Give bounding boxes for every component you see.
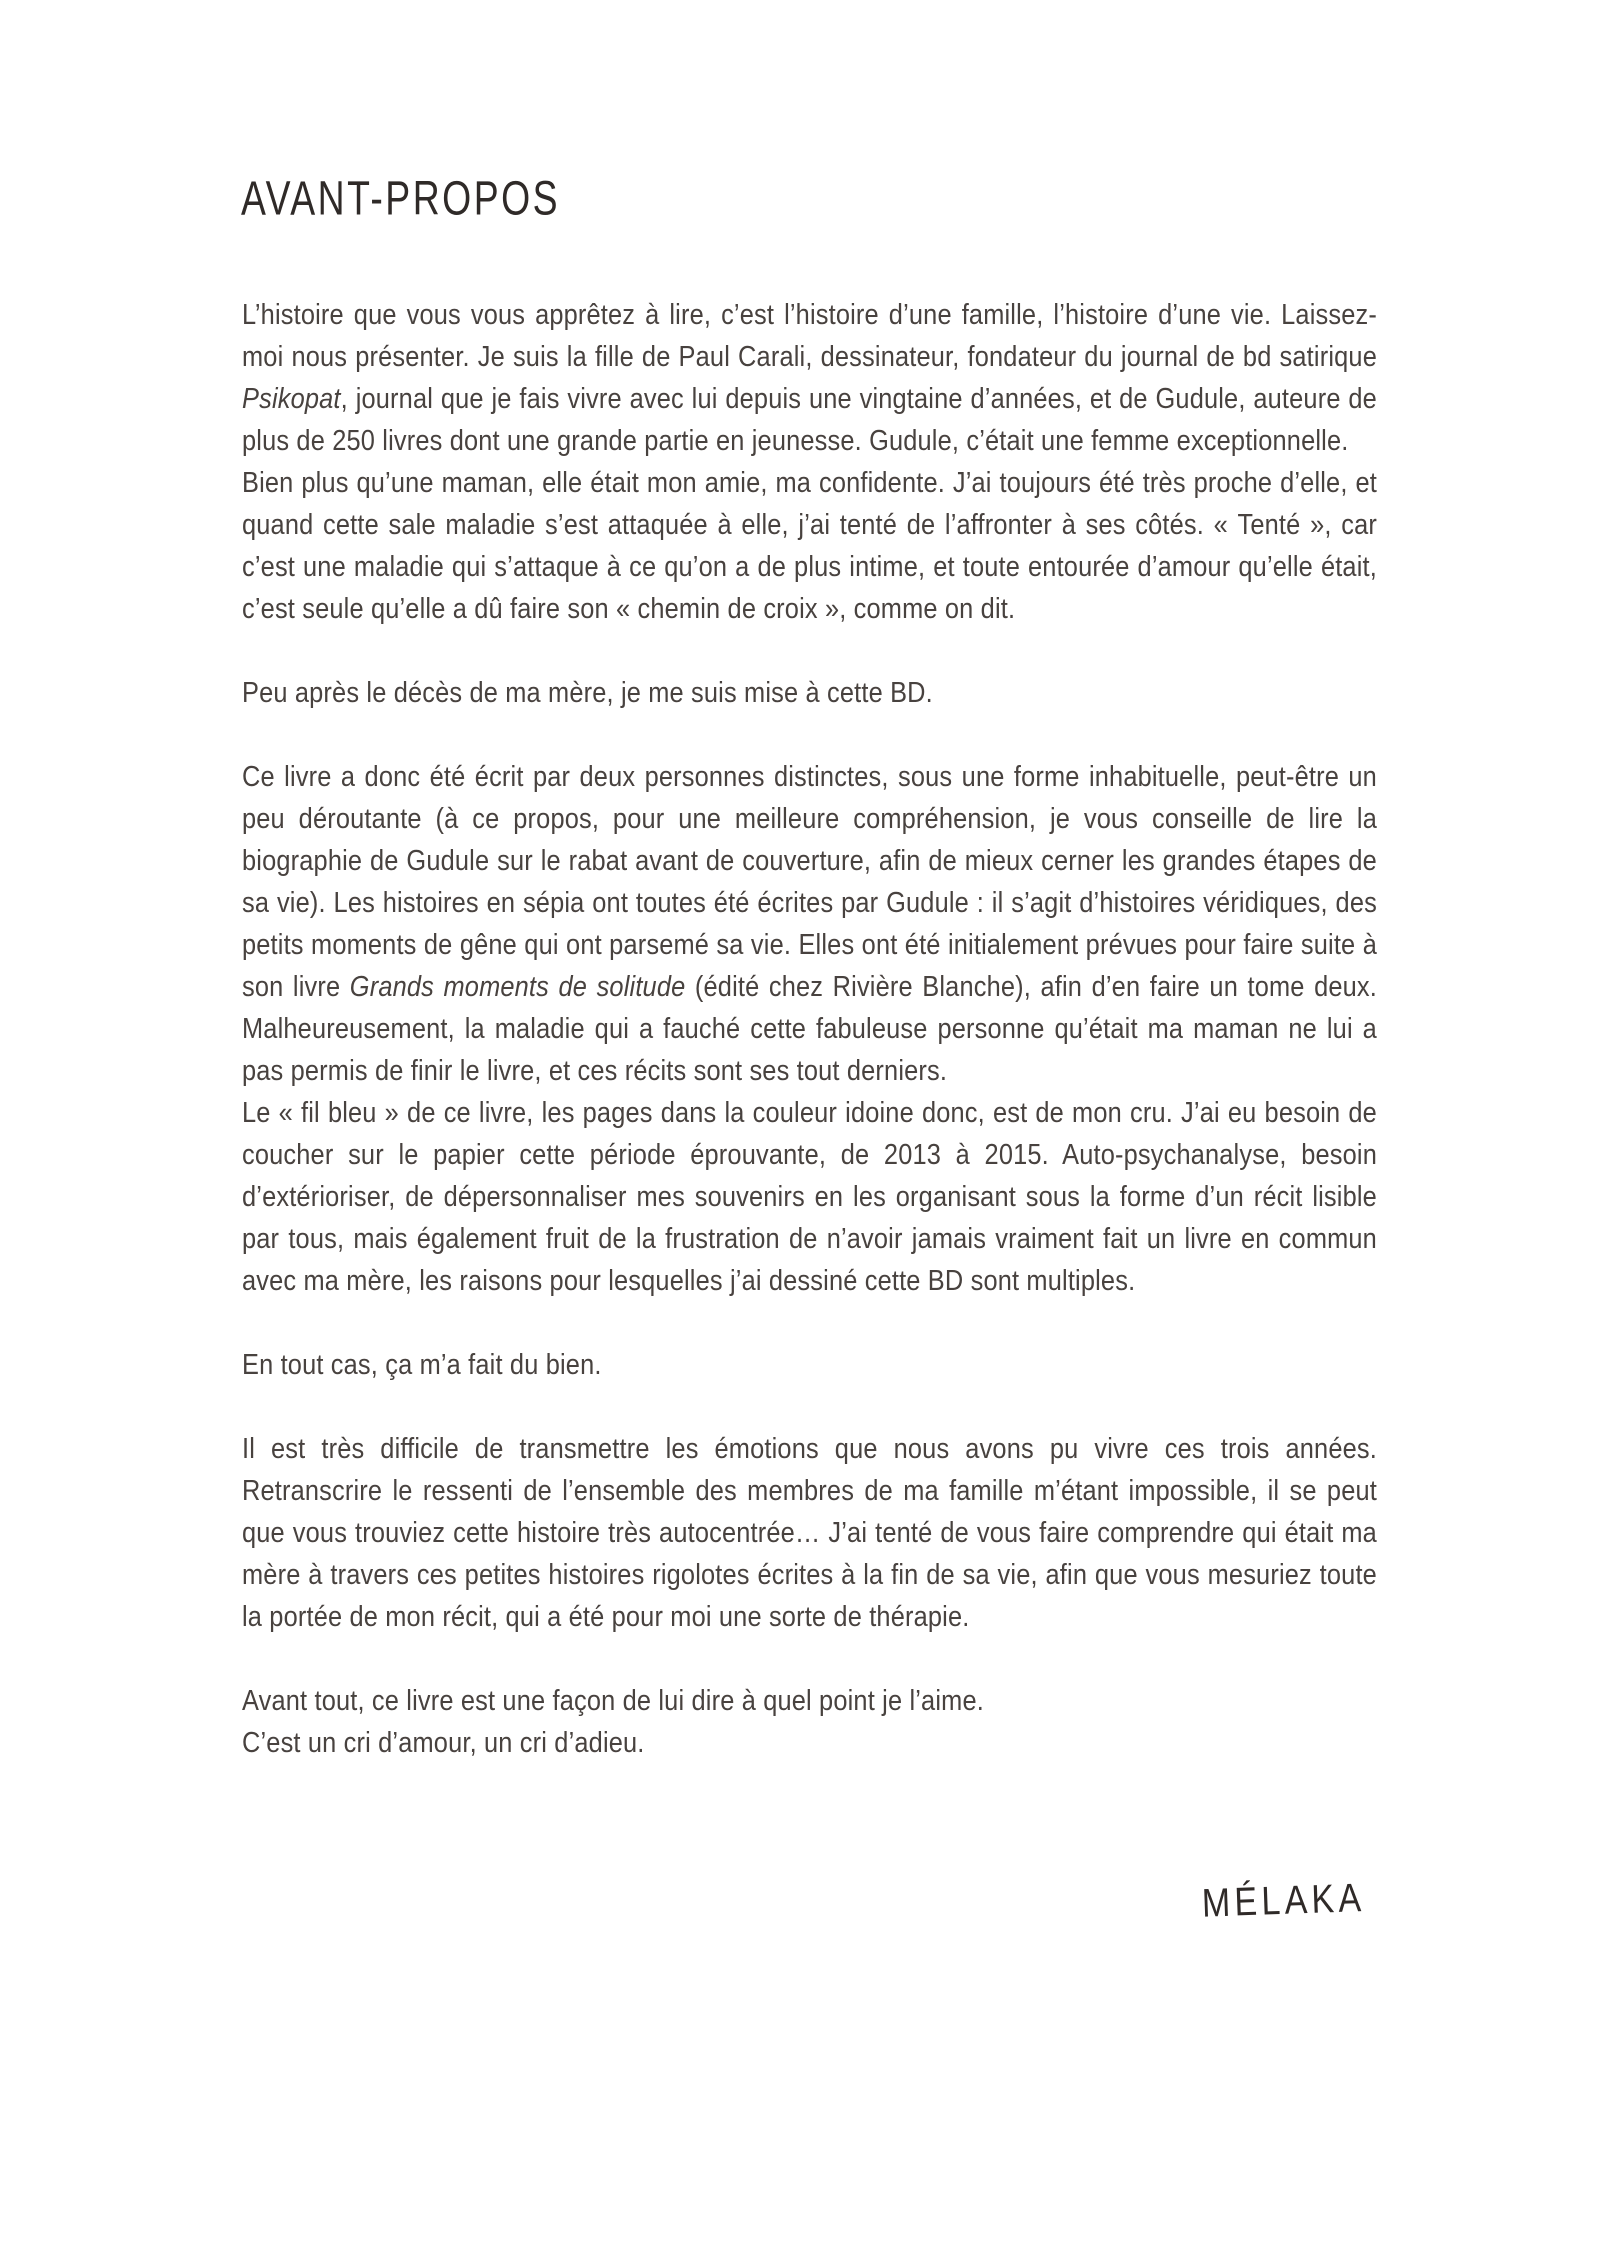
author-signature: MÉLAKA xyxy=(1200,1876,1366,1926)
text-run: Avant tout, ce livre est une façon de lui dire à quel point je l’aime. xyxy=(242,1685,984,1717)
page-title: AVANT-PROPOS xyxy=(241,170,561,226)
text-run: En tout cas, ça m’a fait du bien. xyxy=(242,1349,602,1381)
paragraph xyxy=(242,672,1377,714)
text-run: , journal que je fais vivre avec lui depuis une vingtaine d’années, et de Gudule, auteure de plus de 250 livres dont une grande partie en jeunesse. Gudule, c’était une femme exceptionnelle. xyxy=(242,383,1377,457)
text-run: Peu après le décès de ma mère, je me suis mise à cette BD. xyxy=(242,677,933,709)
text-run: C’est un cri d’amour, un cri d’adieu. xyxy=(242,1727,645,1759)
paragraph xyxy=(242,1722,1377,1764)
paragraph xyxy=(242,1344,1377,1386)
italic-text-run: Psikopat xyxy=(242,383,341,415)
italic-text-run: Grands moments de solitude xyxy=(349,971,686,1003)
text-run: (édité chez Rivière Blanche), afin d’en faire un tome deux. Malheureusement, la maladie qui a fauché cette fabuleuse personne qu’était ma maman ne lui a pas permis de finir le livre, et ces récits sont ses tout derniers. xyxy=(242,971,1377,1087)
paragraph xyxy=(242,462,1377,630)
body-text xyxy=(242,294,1377,1764)
text-run: Il est très difficile de transmettre les émotions que nous avons pu vivre ces trois années. Retranscrire le ressenti de l’ensemble des membres de ma famille m’étant impossible, il se peut que vous trouviez cette histoire très autocentrée… J’ai tenté de vous faire comprendre qui était ma mère à travers ces petites histoires rigolotes écrites à la fin de sa vie, afin que vous mesuriez toute la portée de mon récit, qui a été pour moi une sorte de thérapie. xyxy=(242,1433,1377,1633)
paragraph xyxy=(242,1680,1377,1722)
paragraph xyxy=(242,756,1377,1092)
text-run: L’histoire que vous vous apprêtez à lire, c’est l’histoire d’une famille, l’histoire d’une vie. Laissez-moi nous présenter. Je suis la fille de Paul Carali, dessinateur, fondateur du journal de bd satirique xyxy=(242,299,1377,373)
text-run: Ce livre a donc été écrit par deux personnes distinctes, sous une forme inhabituelle, peut-être un peu déroutante (à ce propos, pour une meilleure compréhension, je vous conseille de lire la biographie de Gudule sur le rabat avant de couverture, afin de mieux cerner les grandes étapes de sa vie). Les histoires en sépia ont toutes été écrites par Gudule : il s’agit d’histoires véridiques, des petits moments de gêne qui ont parsemé sa vie. Elles ont été initialement prévues pour faire suite à son livre xyxy=(242,761,1377,1003)
paragraph xyxy=(242,294,1377,462)
paragraph xyxy=(242,1092,1377,1302)
paragraph xyxy=(242,1428,1377,1638)
text-run: Le « fil bleu » de ce livre, les pages dans la couleur idoine donc, est de mon cru. J’ai eu besoin de coucher sur le papier cette période éprouvante, de 2013 à 2015. Auto-psychanalyse, besoin d’extérioriser, de dépersonnaliser mes souvenirs en les organisant sous la forme d’un récit lisible par tous, mais également fruit de la frustration de n’avoir jamais vraiment fait un livre en commun avec ma mère, les raisons pour lesquelles j’ai dessiné cette BD sont multiples. xyxy=(242,1097,1377,1297)
text-run: Bien plus qu’une maman, elle était mon amie, ma confidente. J’ai toujours été très proche d’elle, et quand cette sale maladie s’est attaquée à elle, j’ai tenté de l’affronter à ses côtés. « Tenté », car c’est une maladie qui s’attaque à ce qu’on a de plus intime, et toute entourée d’amour qu’elle était, c’est seule qu’elle a dû faire son « chemin de croix », comme on dit. xyxy=(242,467,1377,625)
